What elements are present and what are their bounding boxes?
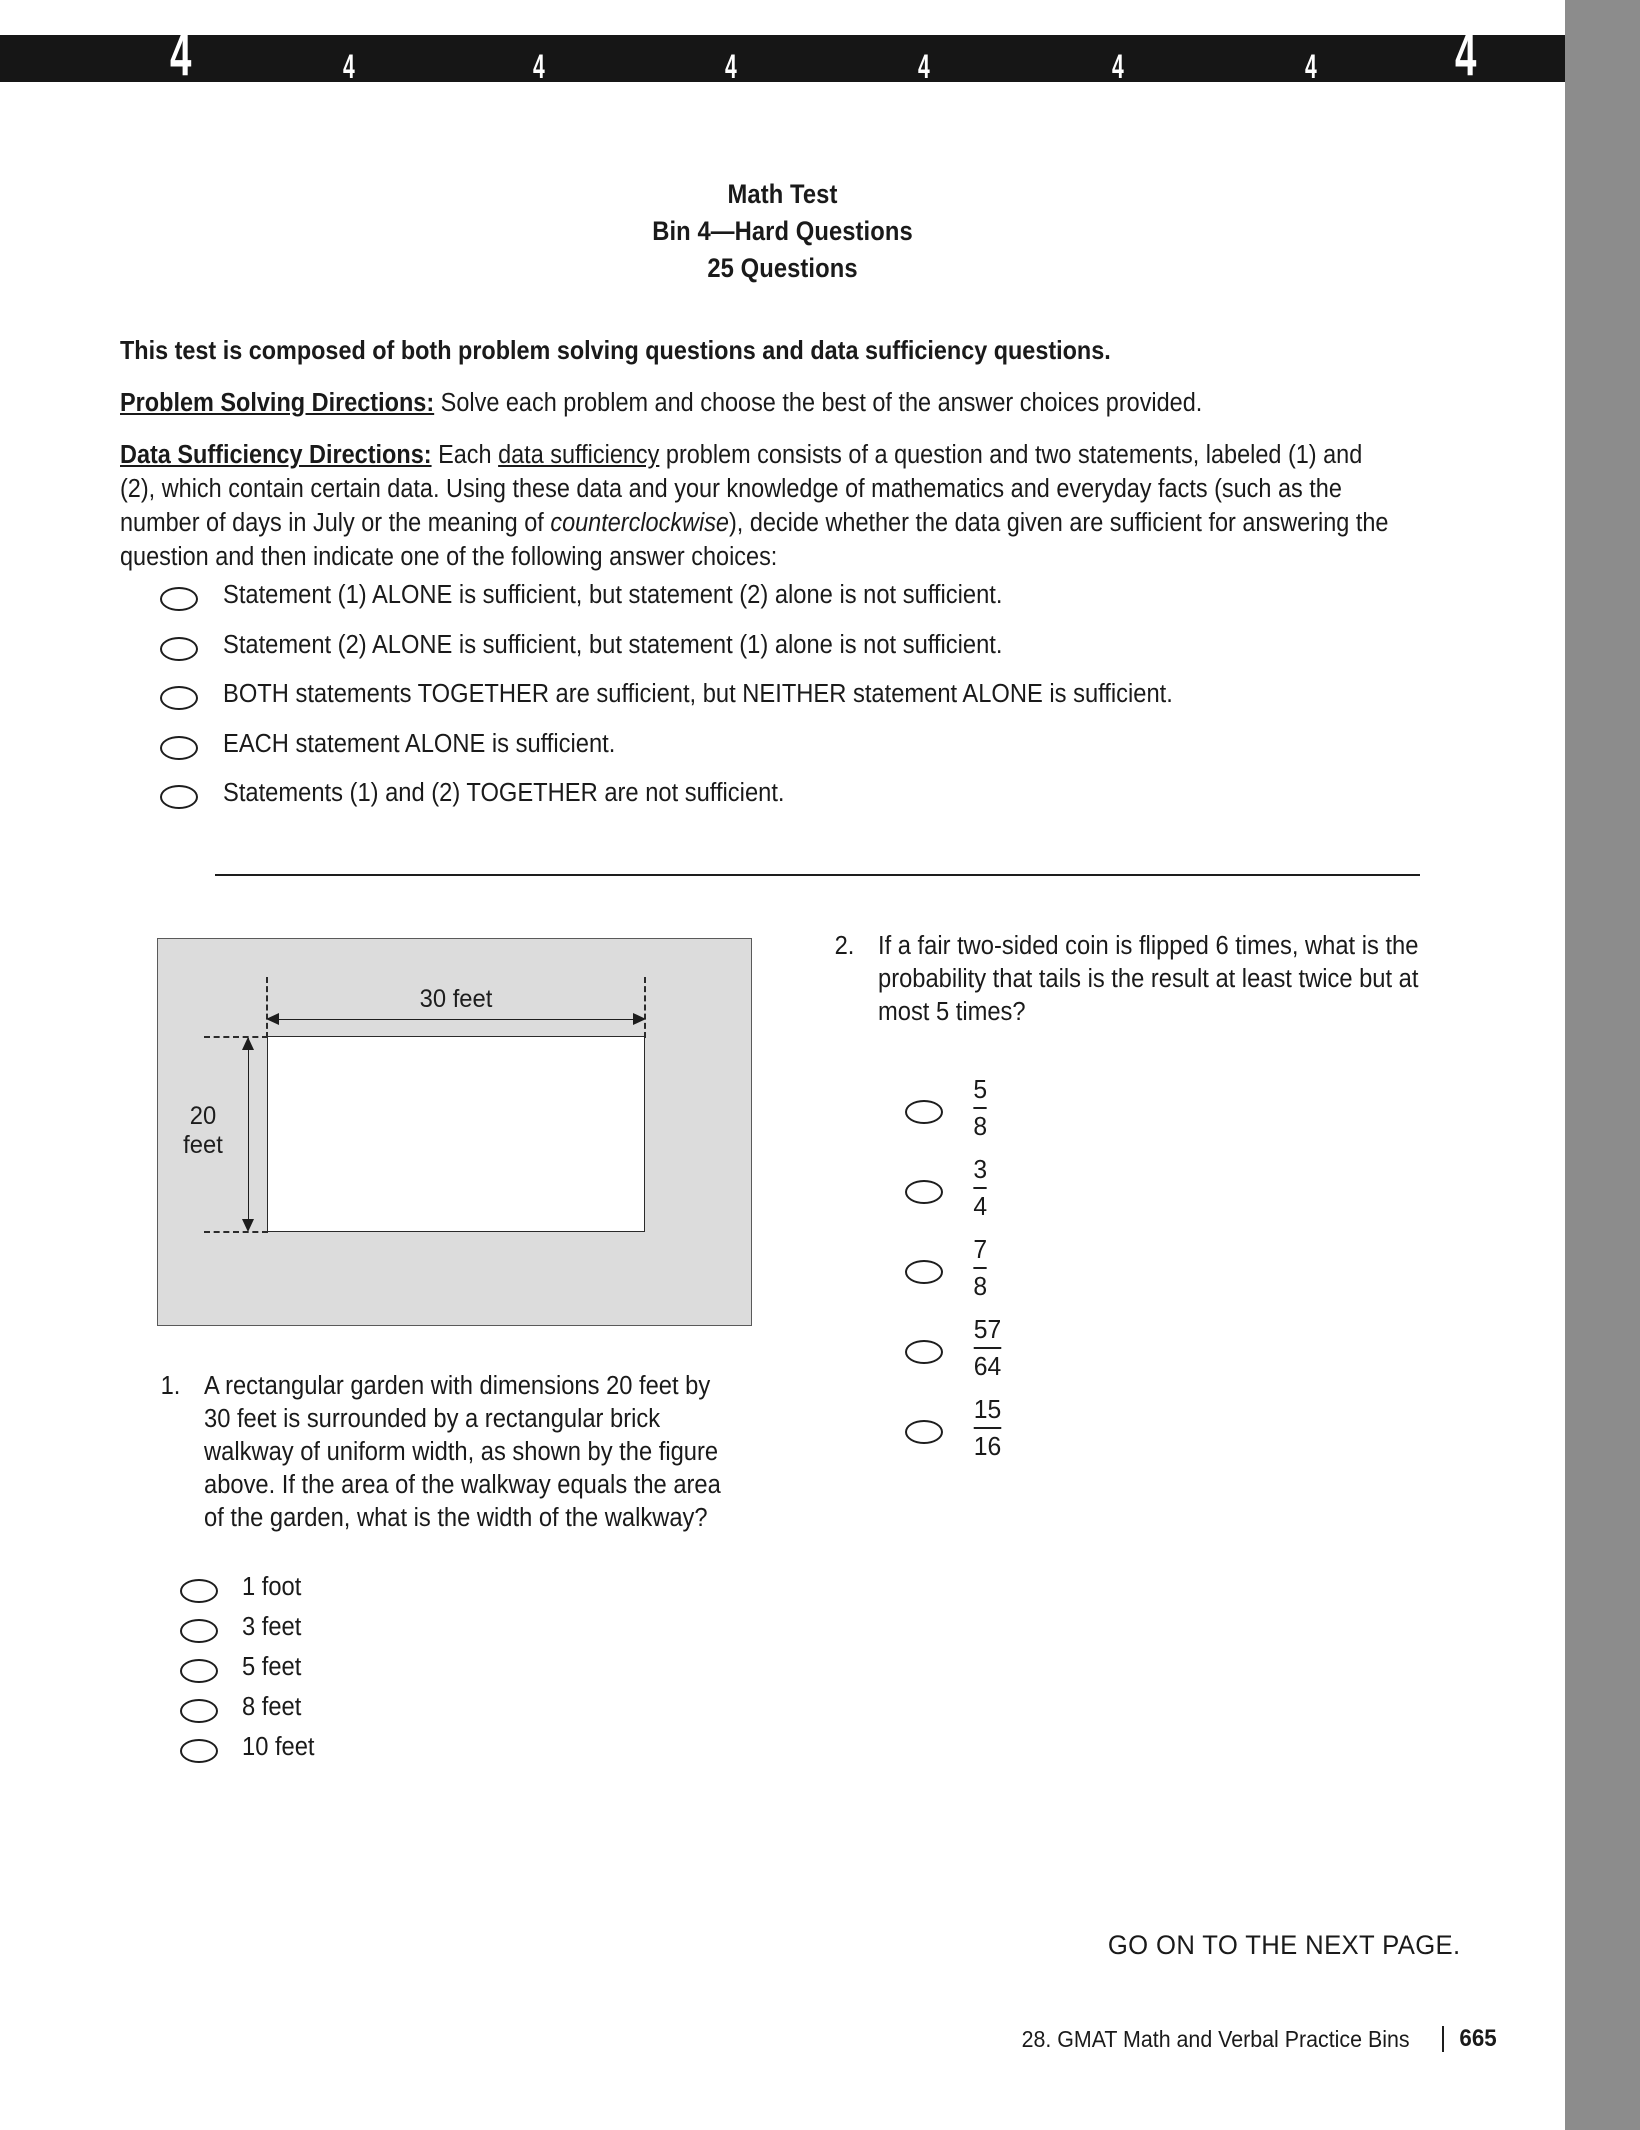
- answer-bubble-icon[interactable]: [905, 1420, 943, 1444]
- height-dimension-line: [248, 1038, 249, 1230]
- ds-choice-row[interactable]: [160, 679, 1500, 710]
- ds-italic-term: counterclockwise: [550, 509, 729, 537]
- answer-bubble-icon[interactable]: [160, 785, 198, 809]
- ds-text-part2: problem consists of a question and two statements, labeled (1) and (2), which contain certain data. Using these data and your knowledge of mathematics and everyday facts (such as the number of days in July or the meaning of: [120, 441, 1363, 537]
- answer-bubble-icon[interactable]: [180, 1619, 218, 1643]
- height-extension-line-bottom: [204, 1231, 268, 1233]
- fraction-denominator: 8: [973, 1271, 988, 1301]
- problem-solving-text: Solve each problem and choose the best of the answer choices provided.: [434, 389, 1203, 417]
- page-title: [0, 176, 1565, 287]
- page-edge-gutter: [1565, 0, 1640, 2130]
- question-1-choices: [180, 1572, 600, 1772]
- ds-choice-row[interactable]: [160, 580, 1500, 611]
- dimension-extension-line-left: [266, 977, 268, 1038]
- ds-choice-row[interactable]: [160, 630, 1500, 661]
- answer-bubble-icon[interactable]: [160, 587, 198, 611]
- test-composition-note: This test is composed of both problem solving questions and data sufficiency questions.: [120, 335, 1111, 365]
- answer-bubble-icon[interactable]: [160, 637, 198, 661]
- title-line-count: 25 Questions: [707, 253, 858, 283]
- ds-choice-label: Statements (1) and (2) TOGETHER are not sufficient.: [223, 779, 785, 807]
- fraction-bar: [973, 1187, 987, 1189]
- height-arrow-up-icon: [242, 1037, 254, 1050]
- fraction-bar: [974, 1427, 1001, 1429]
- question-1-choice-label: 8 feet: [242, 1693, 302, 1721]
- answer-bubble-icon[interactable]: [905, 1100, 943, 1124]
- fraction-bar: [973, 1107, 987, 1109]
- answer-bubble-icon[interactable]: [180, 1699, 218, 1723]
- fraction-choice: [974, 1394, 1001, 1462]
- width-dimension-line: [268, 1019, 644, 1020]
- ds-underlined-term: data sufficiency: [498, 441, 660, 469]
- dimension-extension-line-right: [644, 977, 646, 1038]
- fraction-denominator: 8: [973, 1111, 988, 1141]
- header-mark-3: 4: [533, 48, 545, 86]
- section-header-bar: [0, 20, 1565, 89]
- header-mark-6: 4: [1112, 48, 1124, 86]
- question-2: [810, 930, 1460, 1029]
- ds-choice-row[interactable]: [160, 778, 1500, 809]
- height-dimension-label-units: feet: [183, 1131, 223, 1159]
- question-1-choice-row[interactable]: [180, 1572, 600, 1603]
- question-2-number: 2.: [834, 932, 855, 960]
- ds-choice-label: BOTH statements TOGETHER are sufficient, but NEITHER statement ALONE is sufficient.: [223, 680, 1173, 708]
- header-mark-8: 4: [1455, 20, 1477, 89]
- footer-page-number: 665: [1459, 2025, 1497, 2052]
- ds-choice-row[interactable]: [160, 729, 1500, 760]
- answer-bubble-icon[interactable]: [180, 1739, 218, 1763]
- header-mark-1: 4: [170, 20, 192, 89]
- header-mark-2: 4: [343, 48, 355, 86]
- answer-bubble-icon[interactable]: [160, 736, 198, 760]
- question-2-choice-row[interactable]: [905, 1395, 1205, 1461]
- question-1-choice-row[interactable]: [180, 1652, 600, 1683]
- fraction-numerator: 7: [973, 1234, 988, 1264]
- page-footer: [0, 2025, 1498, 2053]
- question-1-choice-label: 10 feet: [242, 1733, 315, 1761]
- question-1-choice-label: 5 feet: [242, 1653, 302, 1681]
- question-1-choice-row[interactable]: [180, 1692, 600, 1723]
- question-1-text: A rectangular garden with dimensions 20 feet by 30 feet is surrounded by a rectangular brick walkway of uniform width, as shown by the figure above. If the area of the walkway equals the area of the garden, what is the width of the walkway?: [204, 1372, 721, 1532]
- question-1-choice-label: 3 feet: [242, 1613, 302, 1641]
- ds-choice-label: Statement (2) ALONE is sufficient, but statement (1) alone is not sufficient.: [223, 630, 1003, 659]
- footer-separator: [1442, 2026, 1444, 2052]
- height-dimension-label-value: 20: [189, 1102, 217, 1130]
- fraction-choice: [973, 1154, 987, 1222]
- fraction-choice: [974, 1314, 1001, 1382]
- data-sufficiency-label: Data Sufficiency Directions:: [120, 441, 432, 469]
- question-1: [136, 1370, 776, 1535]
- footer-chapter-title: 28. GMAT Math and Verbal Practice Bins: [1021, 2025, 1410, 2052]
- height-extension-line-top: [204, 1036, 268, 1038]
- ds-choice-label: Statement (1) ALONE is sufficient, but statement (2) alone is not sufficient.: [223, 581, 1003, 609]
- fraction-bar: [974, 1347, 1001, 1349]
- fraction-numerator: 3: [973, 1154, 988, 1184]
- header-mark-4: 4: [725, 48, 737, 86]
- fraction-denominator: 16: [973, 1431, 1002, 1461]
- section-divider: [215, 874, 1420, 876]
- fraction-numerator: 57: [973, 1314, 1002, 1344]
- title-line-bin-name: Bin 4—Hard Questions: [652, 216, 913, 246]
- garden-rectangle: [267, 1036, 645, 1232]
- garden-walkway-figure: [157, 938, 752, 1326]
- answer-bubble-icon[interactable]: [160, 686, 198, 710]
- fraction-denominator: 64: [973, 1351, 1002, 1381]
- fraction-choice: [973, 1234, 987, 1302]
- fraction-numerator: 15: [973, 1394, 1002, 1424]
- answer-bubble-icon[interactable]: [180, 1579, 218, 1603]
- ds-text-part1: Each: [431, 441, 499, 469]
- data-sufficiency-choice-list: [160, 580, 1500, 828]
- answer-bubble-icon[interactable]: [905, 1180, 943, 1204]
- answer-bubble-icon[interactable]: [905, 1260, 943, 1284]
- question-2-stem: [810, 930, 1460, 1029]
- width-arrow-right-icon: [633, 1013, 646, 1025]
- fraction-numerator: 5: [973, 1074, 988, 1104]
- answer-bubble-icon[interactable]: [180, 1659, 218, 1683]
- question-1-stem: [136, 1370, 776, 1535]
- fraction-choice: [973, 1074, 987, 1142]
- fraction-bar: [973, 1267, 987, 1269]
- question-2-choices: [905, 1075, 1205, 1475]
- question-2-choice-row[interactable]: [905, 1075, 1205, 1141]
- question-2-choice-row[interactable]: [905, 1155, 1205, 1221]
- question-2-text: If a fair two-sided coin is flipped 6 times, what is the probability that tails is the result at least twice but at most 5 times?: [878, 932, 1419, 1026]
- height-arrow-down-icon: [242, 1219, 254, 1232]
- title-line-test-name: Math Test: [727, 179, 838, 209]
- question-1-choice-row[interactable]: [180, 1732, 600, 1763]
- width-arrow-left-icon: [266, 1013, 279, 1025]
- question-2-choice-row[interactable]: [905, 1315, 1205, 1381]
- question-1-choice-row[interactable]: [180, 1612, 600, 1643]
- width-dimension-label: 30 feet: [419, 985, 493, 1013]
- header-mark-7: 4: [1305, 48, 1317, 86]
- question-2-choice-row[interactable]: [905, 1235, 1205, 1301]
- question-1-choice-label: 1 foot: [242, 1573, 302, 1601]
- data-sufficiency-directions: [120, 438, 1399, 574]
- question-1-number: 1.: [160, 1372, 181, 1400]
- problem-solving-label: Problem Solving Directions:: [120, 389, 435, 417]
- go-on-notice: GO ON TO THE NEXT PAGE.: [1107, 1930, 1461, 1960]
- fraction-denominator: 4: [973, 1191, 988, 1221]
- header-mark-5: 4: [918, 48, 930, 86]
- ds-choice-label: EACH statement ALONE is sufficient.: [223, 729, 616, 758]
- answer-bubble-icon[interactable]: [905, 1340, 943, 1364]
- problem-solving-directions: [120, 386, 1408, 420]
- ds-text-part3: ), decide whether the data given are sufficient for answering the question and then indicate one of the following answer choices:: [120, 509, 1389, 571]
